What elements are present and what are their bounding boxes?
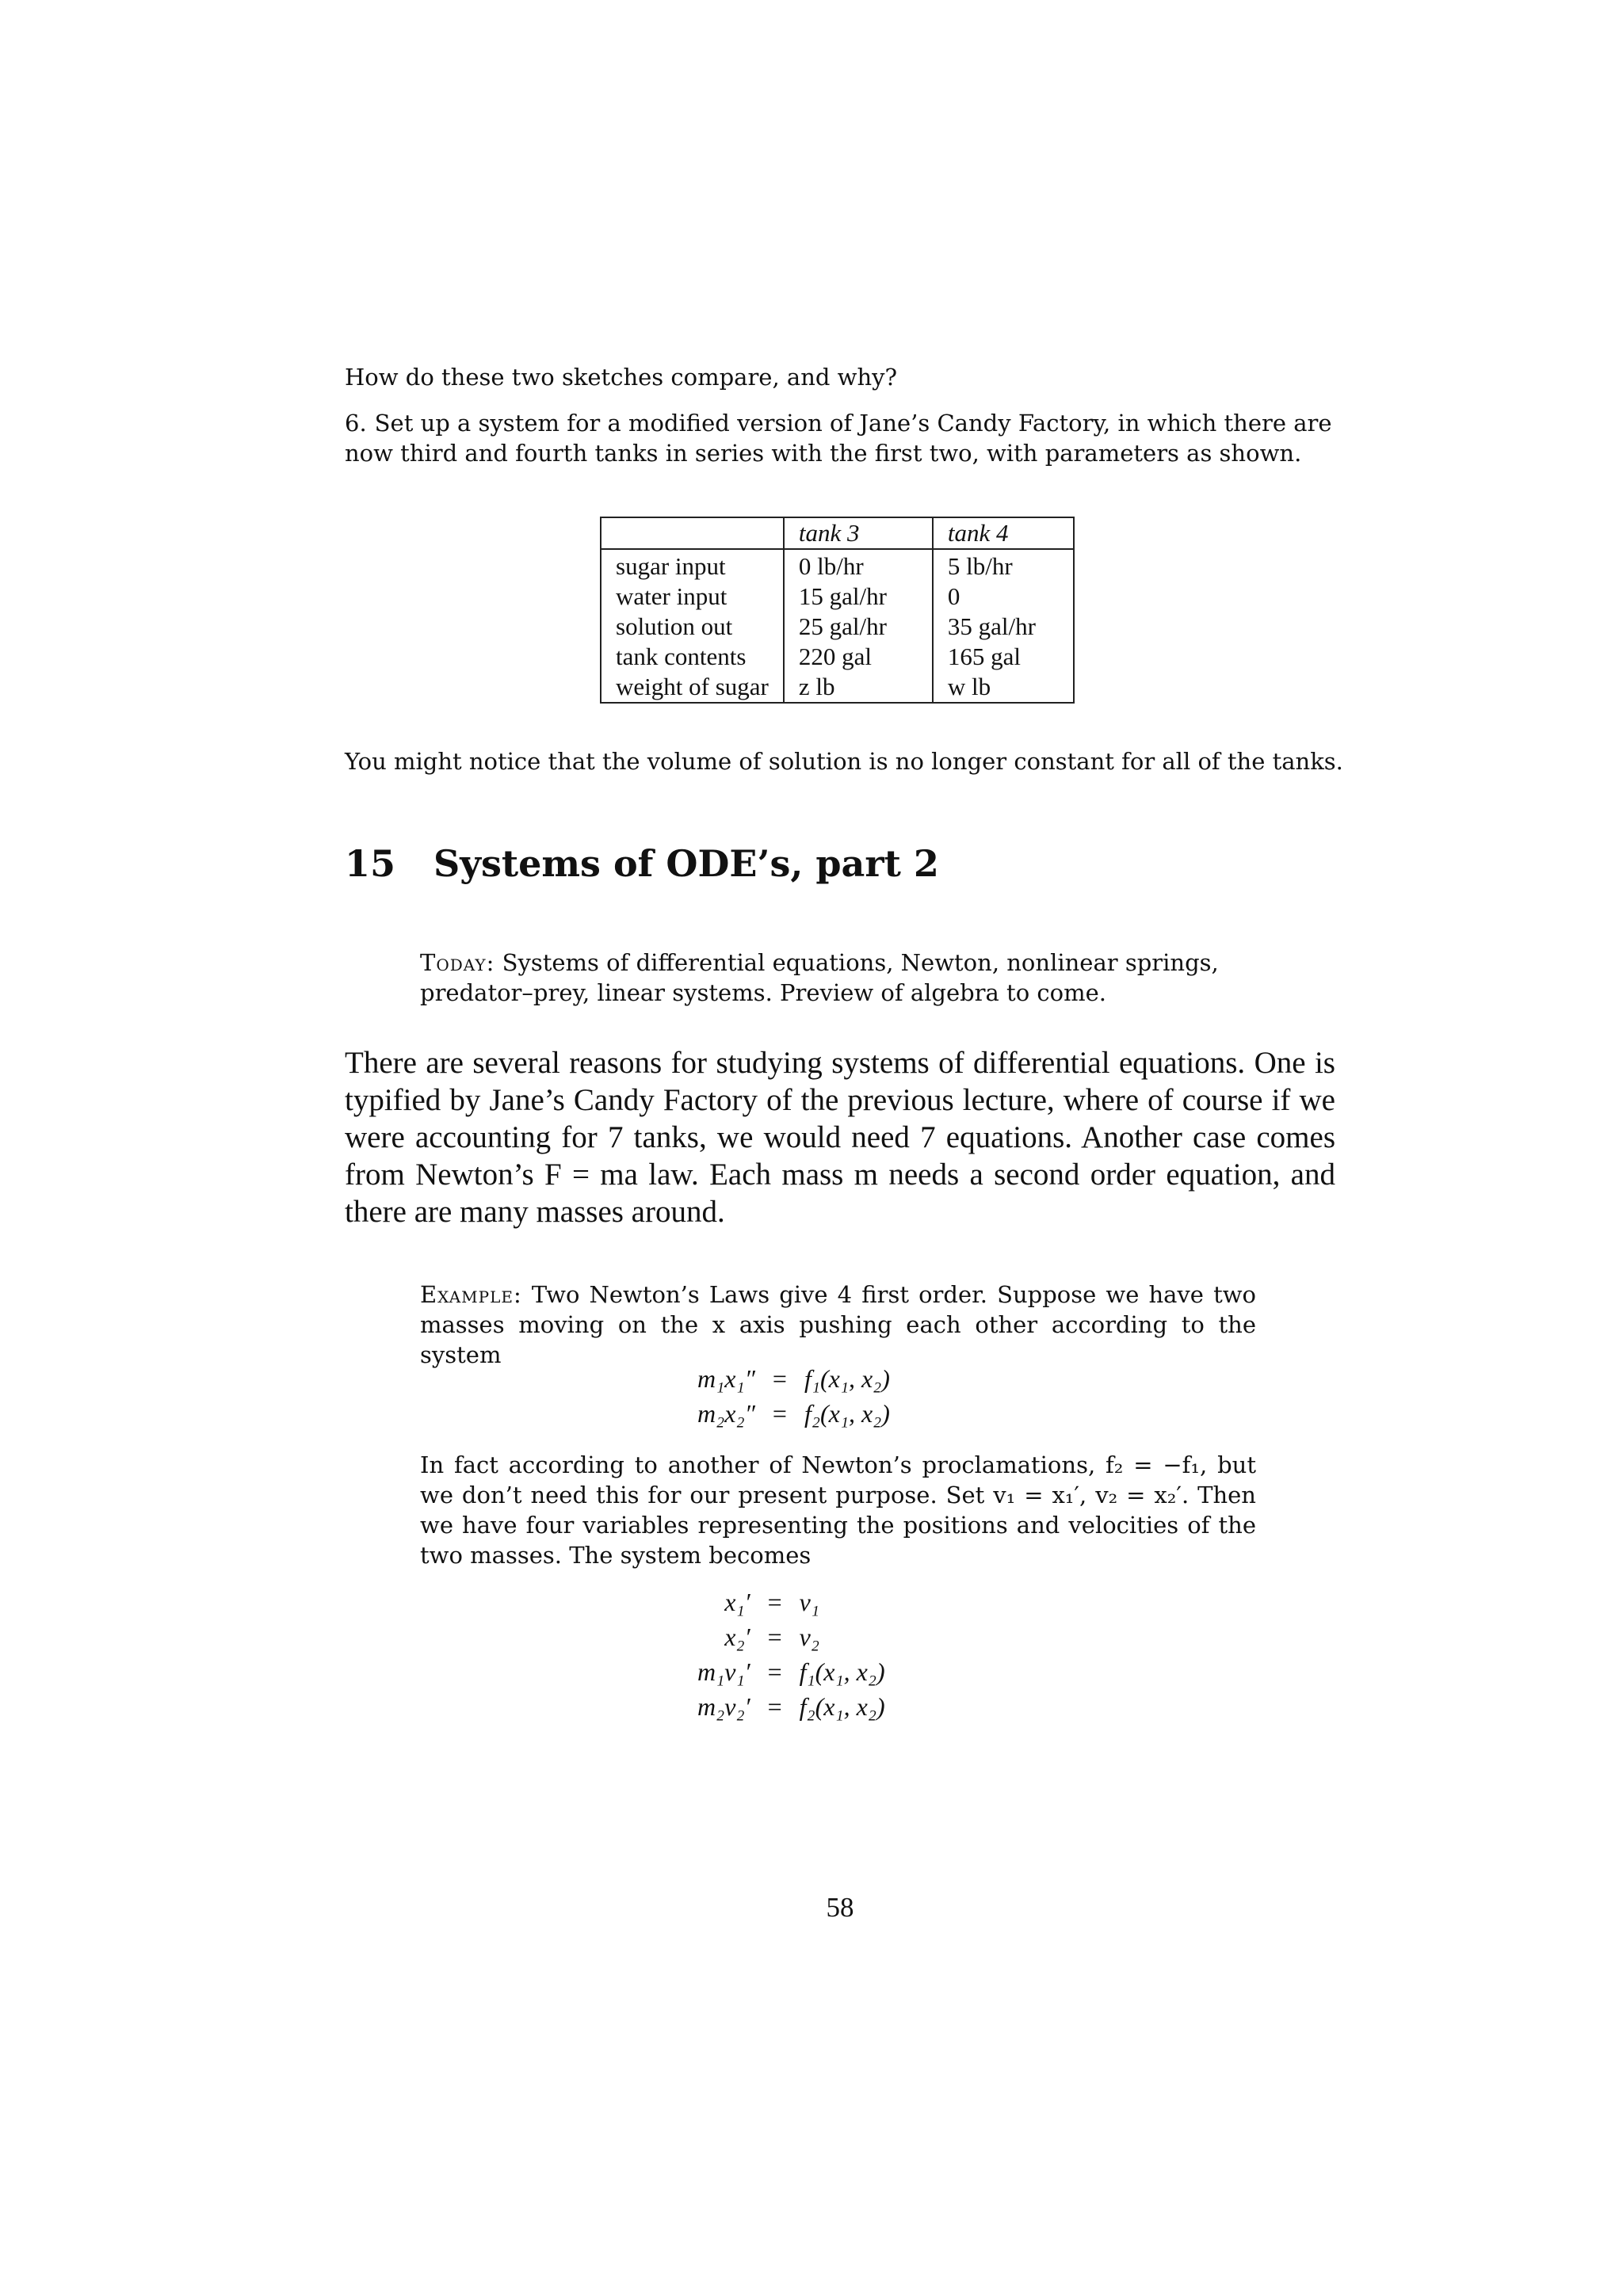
equation-rhs: f₂(x₁, x₂) (804, 1399, 890, 1428)
table-cell: 15 gal/hr (784, 582, 933, 612)
example-text: Two Newton’s Laws give 4 first order. Suppose we have two masses moving on the x axis pushing each other according to the system (420, 1281, 1256, 1368)
problem-6 (345, 408, 1335, 468)
notice-paragraph: You might notice that the volume of solution is no longer constant for all of the tanks. (345, 748, 1343, 775)
table-cell: w lb (933, 672, 1074, 703)
problem-text: Set up a system for a modified version of Jane’s Candy Factory, in which there are now third and fourth tanks in series with the first two, with parameters as shown. (345, 410, 1332, 467)
equation-row (697, 1654, 885, 1689)
table-row (601, 549, 1074, 582)
equation-relation: = (767, 1588, 782, 1616)
table-cell: 25 gal/hr (784, 612, 933, 642)
equation-row (697, 1689, 885, 1724)
equation-relation: = (767, 1692, 782, 1721)
table-row (601, 582, 1074, 612)
table-cell: sugar input (601, 549, 784, 582)
equation-lhs: x₂′ (724, 1623, 750, 1651)
table-header-cell: tank 3 (784, 517, 933, 549)
equation-row (697, 1361, 890, 1396)
section-heading (345, 840, 939, 887)
table-cell: weight of sugar (601, 672, 784, 703)
table-cell: z lb (784, 672, 933, 703)
equation-relation: = (772, 1399, 787, 1428)
today-label: Today: (420, 949, 495, 976)
equation-lhs: m₂v₂′ (697, 1692, 750, 1721)
table-cell: solution out (601, 612, 784, 642)
equation-lhs: m₂x₂″ (697, 1399, 755, 1428)
tank-parameters-table (600, 517, 1075, 704)
equation-row (697, 1585, 885, 1619)
fact-paragraph: In fact according to another of Newton’s proclamations, f₂ = −f₁, but we don’t need this for our present purpose. Set v₁ = x₁′, v₂ = x₂′. Then we have four variables representing the positions and velocities of the two masses. The system becomes (420, 1451, 1256, 1569)
table-row (601, 612, 1074, 642)
equation-rhs: f₁(x₁, x₂) (799, 1657, 885, 1686)
example-block (420, 1280, 1256, 1370)
equation-relation: = (767, 1623, 782, 1651)
equation-row (697, 1619, 885, 1654)
table-header-row (601, 517, 1074, 549)
today-summary (420, 948, 1300, 1008)
table-cell: 220 gal (784, 642, 933, 672)
equation-rhs: v₂ (799, 1623, 819, 1651)
table-cell: 165 gal (933, 642, 1074, 672)
equation-rhs: v₁ (799, 1588, 819, 1616)
today-text: Systems of differential equations, Newton, nonlinear springs, predator–prey, linear systems. Preview of algebra to come. (420, 949, 1219, 1006)
table-header-cell (601, 517, 784, 549)
table-cell: 5 lb/hr (933, 549, 1074, 582)
table-row (601, 672, 1074, 703)
equation-lhs: m₁x₁″ (697, 1364, 755, 1393)
equation-rhs: f₁(x₁, x₂) (804, 1364, 890, 1393)
equation-system-1 (697, 1361, 890, 1431)
equation-system-2 (697, 1585, 885, 1724)
intro-paragraph: There are several reasons for studying systems of differential equations. One is typified by Jane’s Candy Factory of the previous lecture, where of course if we were accounting for 7 tanks, we would need 7 equations. Another case comes from Newton’s F = ma law. Each mass m needs a second order equation, and there are many masses around. (345, 1046, 1335, 1229)
equation-lhs: m₁v₁′ (697, 1657, 750, 1686)
section-title: Systems of ODE’s, part 2 (433, 842, 939, 885)
intro-question: How do these two sketches compare, and why? (345, 364, 898, 391)
equation-rhs: f₂(x₁, x₂) (799, 1692, 885, 1721)
table-cell: 35 gal/hr (933, 612, 1074, 642)
equation-relation: = (772, 1364, 787, 1393)
example-label: Example: (420, 1281, 522, 1308)
table-row (601, 642, 1074, 672)
table-header-cell: tank 4 (933, 517, 1074, 549)
page-number: 58 (826, 1892, 854, 1923)
table-cell: 0 (933, 582, 1074, 612)
equation-relation: = (767, 1657, 782, 1686)
section-number: 15 (345, 842, 396, 885)
equation-row (697, 1396, 890, 1431)
table-cell: 0 lb/hr (784, 549, 933, 582)
table-cell: tank contents (601, 642, 784, 672)
table-cell: water input (601, 582, 784, 612)
equation-lhs: x₁′ (724, 1588, 750, 1616)
problem-number: 6. (345, 410, 367, 437)
